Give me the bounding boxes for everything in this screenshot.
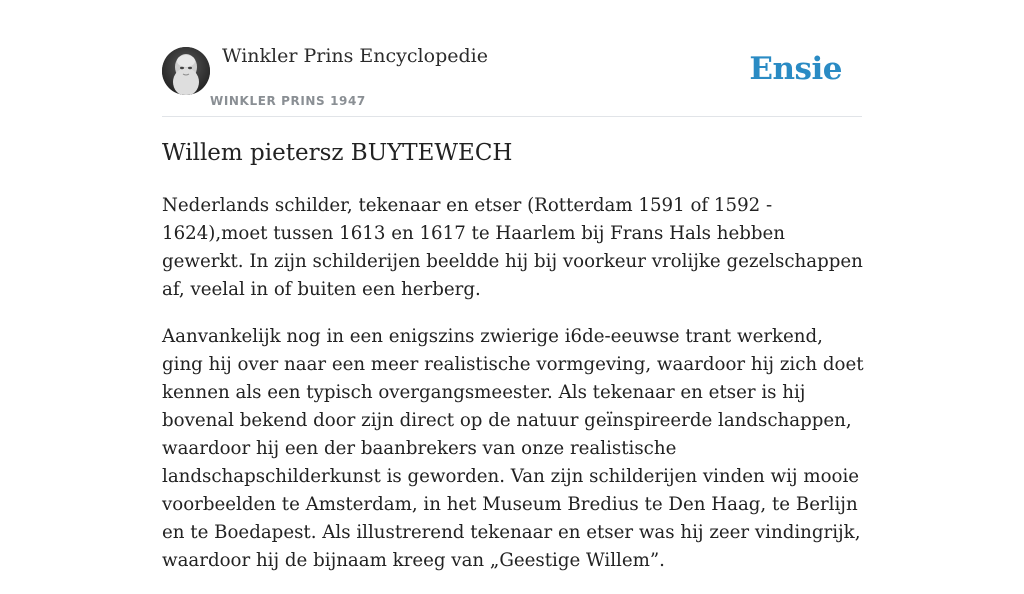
source-label[interactable]: WINKLER PRINS 1947 [210,94,366,108]
site-title[interactable]: Winkler Prins Encyclopedie [222,45,488,67]
article-body [162,192,867,594]
article-paragraph: Nederlands schilder, tekenaar en etser (Rotterdam 1591 of 1592 - 1624),moet tussen 1613 en 1617 te Haarlem bij Frans Hals hebben gewerkt. In zijn schilderijen beeldde hij bij voorkeur vrolijke gezelschappen af, veelal in of buiten een herberg. [162,195,863,300]
avatar-portrait-image [162,47,210,95]
article-paragraph: Aanvankelijk nog in een enigszins zwierige i6de-eeuwse trant werkend, ging hij over naar een meer realistische vormgeving, waardoor hij zich doet kennen als een typisch overgangsmeester. Als tekenaar en etser is hij bovenal bekend door zijn direct op de natuur geïnspireerde landschappen, waardoor hij een der baanbrekers van onze realistische landschapschilderkunst is geworden. Van zijn schilderijen vinden wij mooie voorbeelden te Amsterdam, in het Museum Bredius te Den Haag, te Berlijn en te Boedapest. Als illustrerend tekenaar en etser was hij zeer vindingrijk, waardoor hij de bijnaam kreeg van „Geestige Willem”. [162,326,864,571]
author-avatar[interactable] [162,47,210,95]
article-title: Willem pietersz BUYTEWECH [162,140,513,166]
brand-logo[interactable]: Ensie [749,51,842,87]
page-header [162,44,862,117]
